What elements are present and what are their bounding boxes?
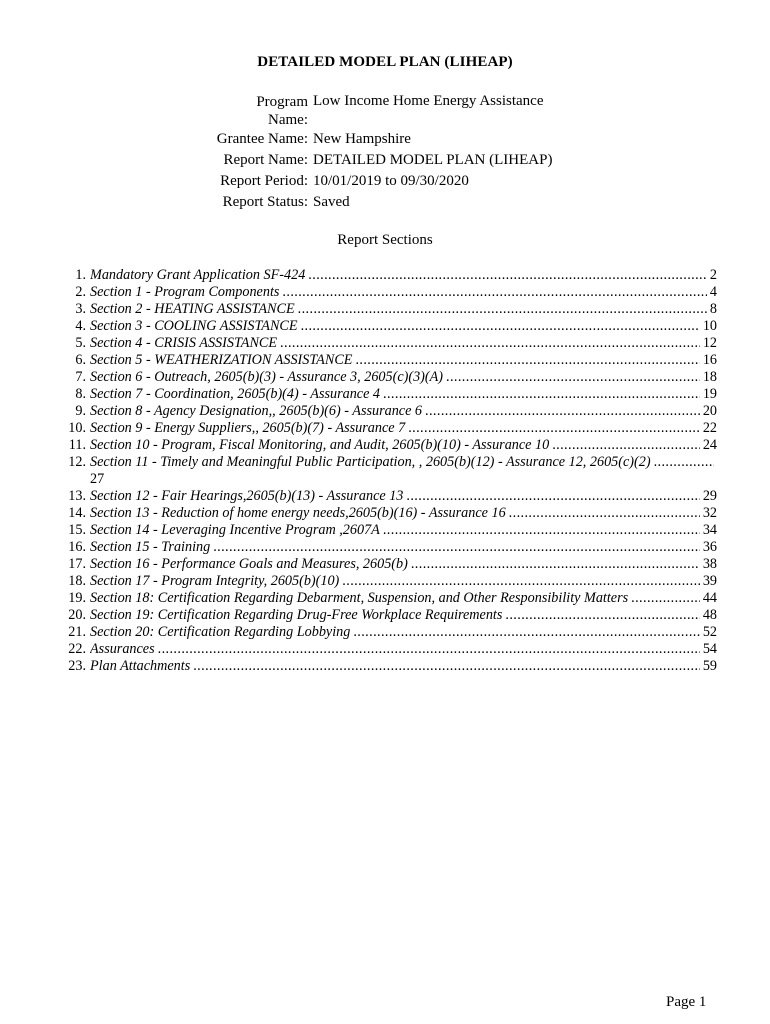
toc-item-page: 22 bbox=[702, 420, 717, 436]
toc-leader-dots bbox=[505, 607, 699, 624]
toc-item-number: 10. bbox=[68, 420, 86, 436]
toc-item-title: Section 11 - Timely and Meaningful Public Participation, , 2605(b)(12) - Assurance 12, 2605(c)(2) bbox=[90, 454, 651, 470]
toc-item-number: 7. bbox=[75, 369, 86, 385]
report-name-label: Report Name: bbox=[223, 152, 308, 168]
document-title: DETAILED MODEL PLAN (LIHEAP) bbox=[257, 54, 513, 70]
toc-leader-dots bbox=[280, 335, 700, 352]
toc-item-number: 16. bbox=[68, 539, 86, 555]
report-period-row bbox=[0, 173, 770, 193]
toc-item-page: 36 bbox=[702, 539, 717, 555]
toc-item-number: 9. bbox=[75, 403, 86, 419]
toc-item-title: Section 2 - HEATING ASSISTANCE bbox=[90, 301, 295, 317]
toc-item-number: 8. bbox=[75, 386, 86, 402]
report-status-label: Report Status: bbox=[222, 194, 308, 210]
toc-item-number: 18. bbox=[68, 573, 86, 589]
grantee-name-row bbox=[0, 131, 770, 151]
toc-item[interactable] bbox=[0, 641, 770, 658]
toc-leader-dots bbox=[383, 522, 700, 539]
toc-item-title: Section 3 - COOLING ASSISTANCE bbox=[90, 318, 298, 334]
toc-leader-dots bbox=[411, 556, 700, 573]
toc-leader-dots bbox=[552, 437, 700, 454]
toc-leader-dots bbox=[446, 369, 700, 386]
report-sections-heading: Report Sections bbox=[337, 232, 433, 248]
toc-item[interactable] bbox=[0, 352, 770, 369]
toc-leader-dots bbox=[509, 505, 700, 522]
toc-item-page: 24 bbox=[702, 437, 717, 453]
program-name-row bbox=[0, 93, 770, 128]
toc-item[interactable] bbox=[0, 454, 770, 488]
toc-leader-dots bbox=[355, 352, 699, 369]
toc-item-page: 59 bbox=[702, 658, 717, 674]
toc-item[interactable] bbox=[0, 267, 770, 284]
toc-item[interactable] bbox=[0, 386, 770, 403]
toc-item-title: Section 17 - Program Integrity, 2605(b)(10) bbox=[90, 573, 340, 589]
grantee-name-label: Grantee Name: bbox=[216, 131, 308, 147]
program-name-value: Low Income Home Energy Assistance bbox=[313, 93, 544, 109]
toc-item-title: Assurances bbox=[90, 641, 155, 657]
report-name-value: DETAILED MODEL PLAN (LIHEAP) bbox=[313, 152, 553, 168]
toc-leader-dots bbox=[631, 590, 700, 607]
toc-item-number: 20. bbox=[68, 607, 86, 623]
toc-item-title: Section 10 - Program, Fiscal Monitoring, and Audit, 2605(b)(10) - Assurance 10 bbox=[90, 437, 550, 453]
toc-leader-dots bbox=[654, 454, 714, 471]
toc-item-page: 20 bbox=[702, 403, 717, 419]
toc-item-number: 1. bbox=[75, 267, 86, 283]
toc-item-title: Section 12 - Fair Hearings,2605(b)(13) - Assurance 13 bbox=[90, 488, 404, 504]
toc-item-page: 10 bbox=[702, 318, 717, 334]
toc-item-page: 12 bbox=[702, 335, 717, 351]
toc-item-number: 6. bbox=[75, 352, 86, 368]
toc-item-title: Plan Attachments bbox=[90, 658, 191, 674]
toc-item-page: 52 bbox=[702, 624, 717, 640]
toc-item-number: 11. bbox=[68, 437, 86, 453]
toc-item-number: 22. bbox=[68, 641, 86, 657]
toc-item-title: Section 6 - Outreach, 2605(b)(3) - Assurance 3, 2605(c)(3)(A) bbox=[90, 369, 444, 385]
toc-item-page: 19 bbox=[702, 386, 717, 402]
toc-item[interactable] bbox=[0, 437, 770, 454]
toc-item-title: Section 15 - Training bbox=[90, 539, 211, 555]
toc-leader-dots bbox=[425, 403, 700, 420]
toc-item[interactable] bbox=[0, 284, 770, 301]
toc-item[interactable] bbox=[0, 556, 770, 573]
toc-leader-dots bbox=[213, 539, 700, 556]
report-name-row bbox=[0, 152, 770, 172]
toc-item-page: 4 bbox=[709, 284, 717, 300]
toc-item[interactable] bbox=[0, 573, 770, 590]
toc-item[interactable] bbox=[0, 522, 770, 539]
toc-leader-dots bbox=[158, 641, 700, 658]
report-status-value: Saved bbox=[313, 194, 350, 210]
toc-item-page: 48 bbox=[702, 607, 717, 623]
toc-leader-dots bbox=[353, 624, 699, 641]
toc-item-page: 8 bbox=[709, 301, 717, 317]
report-period-value: 10/01/2019 to 09/30/2020 bbox=[313, 173, 469, 189]
toc-item-number: 23. bbox=[68, 658, 86, 674]
toc-item-page: 34 bbox=[702, 522, 717, 538]
toc-item-number: 19. bbox=[68, 590, 86, 606]
toc-item-page: 2 bbox=[709, 267, 717, 283]
grantee-name-value: New Hampshire bbox=[313, 131, 411, 147]
toc-leader-dots bbox=[308, 267, 707, 284]
toc-item-title: Section 9 - Energy Suppliers,, 2605(b)(7) - Assurance 7 bbox=[90, 420, 406, 436]
toc-item[interactable] bbox=[0, 301, 770, 318]
toc-item-number: 15. bbox=[68, 522, 86, 538]
toc-item-title: Section 4 - CRISIS ASSISTANCE bbox=[90, 335, 278, 351]
toc-item-number: 17. bbox=[68, 556, 86, 572]
toc-item[interactable] bbox=[0, 505, 770, 522]
toc-item[interactable] bbox=[0, 590, 770, 607]
toc-item-title: Mandatory Grant Application SF-424 bbox=[90, 267, 306, 283]
toc-leader-dots bbox=[193, 658, 700, 675]
toc-leader-dots bbox=[298, 301, 707, 318]
report-period-label: Report Period: bbox=[220, 173, 308, 189]
toc-item-page: 44 bbox=[702, 590, 717, 606]
toc-item[interactable] bbox=[0, 318, 770, 335]
toc-item-number: 13. bbox=[68, 488, 86, 504]
toc-item-title: Section 20: Certification Regarding Lobbying bbox=[90, 624, 351, 640]
toc-item[interactable] bbox=[0, 369, 770, 386]
toc-item[interactable] bbox=[0, 403, 770, 420]
toc-item-page: 29 bbox=[702, 488, 717, 504]
toc-item-title: Section 16 - Performance Goals and Measures, 2605(b) bbox=[90, 556, 408, 572]
toc-leader-dots bbox=[406, 488, 699, 505]
toc-item-number: 2. bbox=[75, 284, 86, 300]
toc-item[interactable] bbox=[0, 488, 770, 505]
toc-item-title: Section 5 - WEATHERIZATION ASSISTANCE bbox=[90, 352, 353, 368]
toc-item[interactable] bbox=[0, 420, 770, 437]
toc-item[interactable] bbox=[0, 624, 770, 641]
toc-item-title: Section 8 - Agency Designation,, 2605(b)(6) - Assurance 6 bbox=[90, 403, 423, 419]
toc-item-number: 5. bbox=[75, 335, 86, 351]
toc-item-page: 38 bbox=[702, 556, 717, 572]
toc-item-page: 54 bbox=[702, 641, 717, 657]
toc-item-page: 39 bbox=[702, 573, 717, 589]
toc-leader-dots bbox=[282, 284, 706, 301]
toc-item[interactable] bbox=[0, 658, 770, 675]
toc-item-number: 12. bbox=[68, 454, 86, 470]
toc-item-title: Section 14 - Leveraging Incentive Program ,2607A bbox=[90, 522, 380, 538]
toc-item[interactable] bbox=[0, 607, 770, 624]
toc-item-number: 3. bbox=[75, 301, 86, 317]
toc-leader-dots bbox=[301, 318, 700, 335]
toc-leader-dots bbox=[408, 420, 700, 437]
toc-item-number: 4. bbox=[75, 318, 86, 334]
toc-item-page: 27 bbox=[90, 471, 105, 487]
toc-item-title: Section 13 - Reduction of home energy needs,2605(b)(16) - Assurance 16 bbox=[90, 505, 506, 521]
toc-item-page: 18 bbox=[702, 369, 717, 385]
program-name-label: Program Name: bbox=[256, 94, 308, 128]
toc-item-page: 32 bbox=[702, 505, 717, 521]
toc-item-title: Section 19: Certification Regarding Drug-Free Workplace Requirements bbox=[90, 607, 503, 623]
toc-item-number: 21. bbox=[68, 624, 86, 640]
toc-item-title: Section 18: Certification Regarding Debarment, Suspension, and Other Responsibility Matters bbox=[90, 590, 629, 606]
report-status-row bbox=[0, 194, 770, 214]
toc-leader-dots bbox=[342, 573, 700, 590]
toc-item[interactable] bbox=[0, 539, 770, 556]
page-number: Page 1 bbox=[666, 994, 707, 1010]
toc-item-page: 16 bbox=[702, 352, 717, 368]
toc-leader-dots bbox=[383, 386, 700, 403]
toc-item[interactable] bbox=[0, 335, 770, 352]
toc-item-title: Section 7 - Coordination, 2605(b)(4) - Assurance 4 bbox=[90, 386, 381, 402]
toc-item-number: 14. bbox=[68, 505, 86, 521]
toc-item-title: Section 1 - Program Components bbox=[90, 284, 280, 300]
